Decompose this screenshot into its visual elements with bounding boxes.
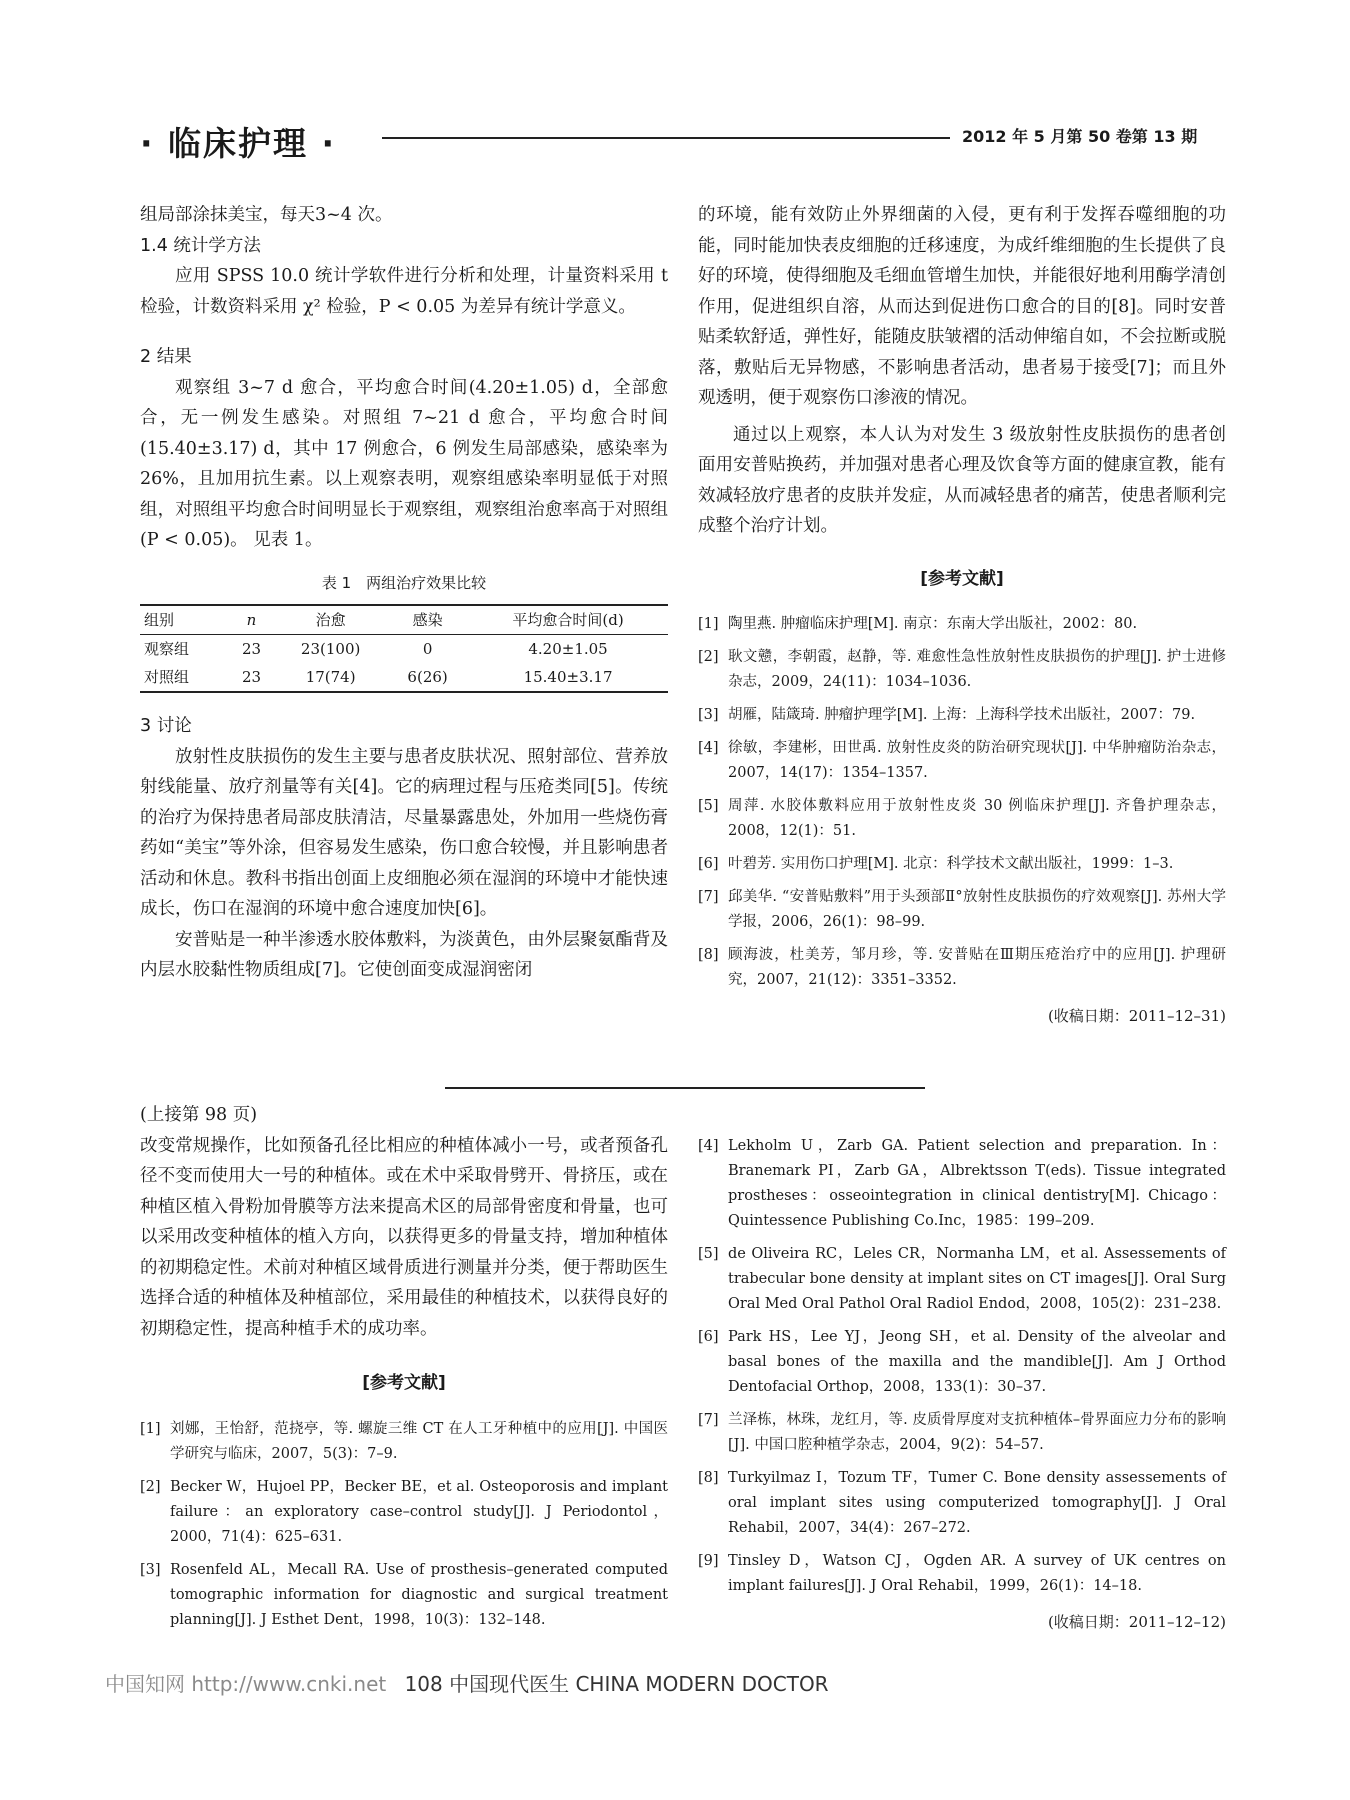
references-title: [参考文献] — [362, 1373, 446, 1393]
table-cell: 观察组 — [144, 640, 190, 658]
references-title: [参考文献] — [920, 568, 1004, 589]
lower-right-column — [698, 1134, 1226, 1638]
reference-item: [4] Lekholm U，Zarb GA. Patient selection and preparation. In：Branemark PI，Zarb GA，Albrektsson T(eds). Tissue integrated prostheses：osseointegration in clinical dentistry[M]. Chicago：Quintessence Publishing Co.Inc，1985：199–209. — [698, 1138, 1226, 1229]
article-divider — [445, 1087, 925, 1089]
table-row — [140, 663, 668, 692]
reference-item: [3] 胡雁，陆箴琦. 肿瘤护理学[M]. 上海：上海科学技术出版社，2007：79. — [698, 707, 1196, 723]
reference-list — [140, 1417, 668, 1633]
paragraph: 通过以上观察，本人认为对发生 3 级放射性皮肤损伤的患者创面用安普贴换药，并加强对患者心理及饮食等方面的健康宣教，能有效减轻放疗患者的皮肤并发症，从而减轻患者的痛苦，使患者顺利完成整个治疗计划。 — [698, 424, 1226, 536]
watermark: 中国知网 http://www.cnki.net — [105, 1672, 387, 1696]
received-date: (收稿日期：2011–12–12) — [1047, 1613, 1226, 1631]
reference-item: [8] Turkyilmaz I，Tozum TF，Tumer C. Bone density assessements of oral implant sites using computerized tomography[J]. J Oral Rehabil，2007，34(4)：267–272. — [698, 1470, 1226, 1536]
reference-item: [7] 邱美华. “安普贴敷料”用于头颈部Ⅱ°放射性皮肤损伤的疗效观察[J]. 苏州大学学报，2006，26(1)：98–99. — [698, 889, 1226, 930]
reference-item: [7] 兰泽栋，林珠，龙红月，等. 皮质骨厚度对支抗种植体–骨界面应力分布的影响[J]. 中国口腔种植学杂志，2004，9(2)：54–57. — [698, 1412, 1226, 1453]
reference-item: [5] 周萍. 水胶体敷料应用于放射性皮炎 30 例临床护理[J]. 齐鲁护理杂志，2008，12(1)：51. — [698, 798, 1226, 839]
reference-item: [8] 顾海波，杜美芳，邹月珍，等. 安普贴在Ⅲ期压疮治疗中的应用[J]. 护理研究，2007，21(12)：3351–3352. — [698, 947, 1226, 988]
table-cell: 4.20±1.05 — [528, 640, 608, 658]
header-rule — [382, 137, 950, 139]
page-footer — [105, 1668, 829, 1697]
section-heading: 1.4 统计学方法 — [140, 235, 261, 256]
received-date: (收稿日期：2011–12–31) — [1047, 1007, 1226, 1025]
table-header: 治愈 — [274, 605, 387, 635]
reference-item: [1] 陶里燕. 肿瘤临床护理[M]. 南京：东南大学出版社，2002：80. — [698, 616, 1138, 632]
reference-item: [5] de Oliveira RC，Leles CR，Normanha LM，et al. Assessements of trabecular bone density at implant sites on CT images[J]. Oral Surg Oral Med Oral Pathol Oral Radiol Endod，2008，105(2)：231–238. — [698, 1246, 1226, 1312]
continued-note: (上接第 98 页) — [140, 1105, 258, 1125]
table-cell: 0 — [422, 640, 433, 658]
table-cell: 17(74) — [274, 663, 387, 692]
page-number-journal: 108 中国现代医生 CHINA MODERN DOCTOR — [404, 1672, 829, 1696]
reference-list — [698, 612, 1226, 993]
paragraph: 应用 SPSS 10.0 统计学软件进行分析和处理，计量资料采用 t 检验，计数资料采用 χ² 检验，P < 0.05 为差异有统计学意义。 — [140, 266, 668, 317]
reference-item: [9] Tinsley D，Watson CJ，Ogden AR. A survey of UK centres on implant failures[J]. J Oral Rehabil，1999，26(1)：14–18. — [698, 1553, 1226, 1594]
table-row — [140, 635, 668, 664]
reference-item: [6] Park HS，Lee YJ，Jeong SH，et al. Density of the alveolar and basal bones of the maxilla and the mandible[J]. Am J Orthod Dentofacial Orthop，2008，133(1)：30–37. — [698, 1329, 1226, 1395]
table-header: 平均愈合时间(d) — [468, 605, 668, 635]
paragraph: 放射性皮肤损伤的发生主要与患者皮肤状况、照射部位、营养放射线能量、放疗剂量等有关[4]。它的病理过程与压疮类同[5]。传统的治疗为保持患者局部皮肤清洁，尽量暴露患处，外加用一些烧伤膏药如“美宝”等外涂，但容易发生感染，伤口愈合较慢，并且影响患者活动和休息。教科书指出创面上皮细胞必须在湿润的环境中才能快速成长，伤口在湿润的环境中愈合速度加快[6]。 — [140, 746, 668, 919]
table-header: n — [229, 605, 274, 635]
reference-item: [2] Becker W，Hujoel PP，Becker BE，et al. Osteoporosis and implant failure：an exploratory case–control study[J]. J Periodontol，2000，71(4)：625–631. — [140, 1478, 668, 1545]
table-cell: 23 — [241, 640, 262, 658]
table-header: 组别 — [140, 605, 229, 635]
section-title: · 临床护理 · — [140, 124, 337, 163]
paragraph: 改变常规操作，比如预备孔径比相应的种植体减小一号，或者预备孔径不变而使用大一号的种植体。或在术中采取骨劈开、骨挤压，或在种植区植入骨粉加骨膜等方法来提高术区的局部骨密度和骨量，也可以采用改变种植体的植入方向，以获得更多的骨量支持，增加种植体的初期稳定性。术前对种植区域骨质进行测量并分类，便于帮助医生选择合适的种植体及种植部位，采用最佳的种植技术，以获得良好的初期稳定性，提高种植手术的成功率。 — [140, 1135, 668, 1339]
paragraph: 观察组 3~7 d 愈合，平均愈合时间(4.20±1.05) d，全部愈合，无一例发生感染。对照组 7~21 d 愈合，平均愈合时间(15.40±3.17) d，其中 17 例愈合，6 例发生局部感染，感染率为 26%，且加用抗生素。以上观察表明，观察组感染率明显低于对照组，对照组平均愈合时间明显长于观察组，观察组治愈率高于对照组(P < 0.05)。 见表 1。 — [140, 377, 668, 550]
lower-left-column — [140, 1100, 668, 1641]
table-cell: 15.40±3.17 — [468, 663, 668, 692]
table-cell: 23 — [229, 663, 274, 692]
reference-list — [698, 1134, 1226, 1599]
table-cell: 23(100) — [300, 640, 361, 658]
results-table — [140, 604, 668, 693]
upper-left-column — [140, 200, 668, 986]
section-heading: 2 结果 — [140, 347, 192, 367]
table-header: 感染 — [387, 605, 468, 635]
reference-item: [6] 叶碧芳. 实用伤口护理[M]. 北京：科学技术文献出版社，1999：1–3. — [698, 856, 1174, 872]
paragraph: 的环境，能有效防止外界细菌的入侵，更有利于发挥吞噬细胞的功能，同时能加快表皮细胞的迁移速度，为成纤维细胞的生长提供了良好的环境，使得细胞及毛细血管增生加快，并能很好地利用酶学清创作用，促进组织自溶，从而达到促进伤口愈合的目的[8]。同时安普贴柔软舒适，弹性好，能随皮肤皱褶的活动伸缩自如，不会拉断或脱落，敷贴后无异物感，不影响患者活动，患者易于接受[7]；而且外观透明，便于观察伤口渗液的情况。 — [698, 205, 1226, 408]
table-caption: 表 1 两组治疗效果比较 — [321, 573, 487, 592]
table-cell: 对照组 — [140, 663, 229, 692]
paragraph: 安普贴是一种半渗透水胶体敷料，为淡黄色，由外层聚氨酯背及内层水胶黏性物质组成[7]。它使创面变成湿润密闭 — [140, 929, 668, 980]
reference-item: [3] Rosenfeld AL，Mecall RA. Use of prosthesis–generated computed tomographic information for diagnostic and surgical treatment planning[J]. J Esthet Dent，1998，10(3)：132–148. — [140, 1561, 668, 1628]
paragraph: 组局部涂抹美宝，每天3~4 次。 — [140, 205, 393, 225]
section-heading: 3 讨论 — [140, 716, 192, 736]
upper-right-column — [698, 200, 1226, 1032]
issue-info: 2012 年 5 月第 50 卷第 13 期 — [962, 127, 1198, 146]
reference-item: [4] 徐敏，李建彬，田世禹. 放射性皮炎的防治研究现状[J]. 中华肿瘤防治杂志，2007，14(17)：1354–1357. — [698, 740, 1226, 781]
reference-item: [2] 耿文戆，李朝霞，赵静，等. 难愈性急性放射性皮肤损伤的护理[J]. 护士进修杂志，2009，24(11)：1034–1036. — [698, 649, 1226, 690]
table-cell: 6(26) — [387, 663, 468, 692]
reference-item: [1] 刘娜，王怡舒，范挠亭，等. 螺旋三维 CT 在人工牙种植中的应用[J]. 中国医学研究与临床，2007，5(3)：7–9. — [140, 1420, 668, 1462]
